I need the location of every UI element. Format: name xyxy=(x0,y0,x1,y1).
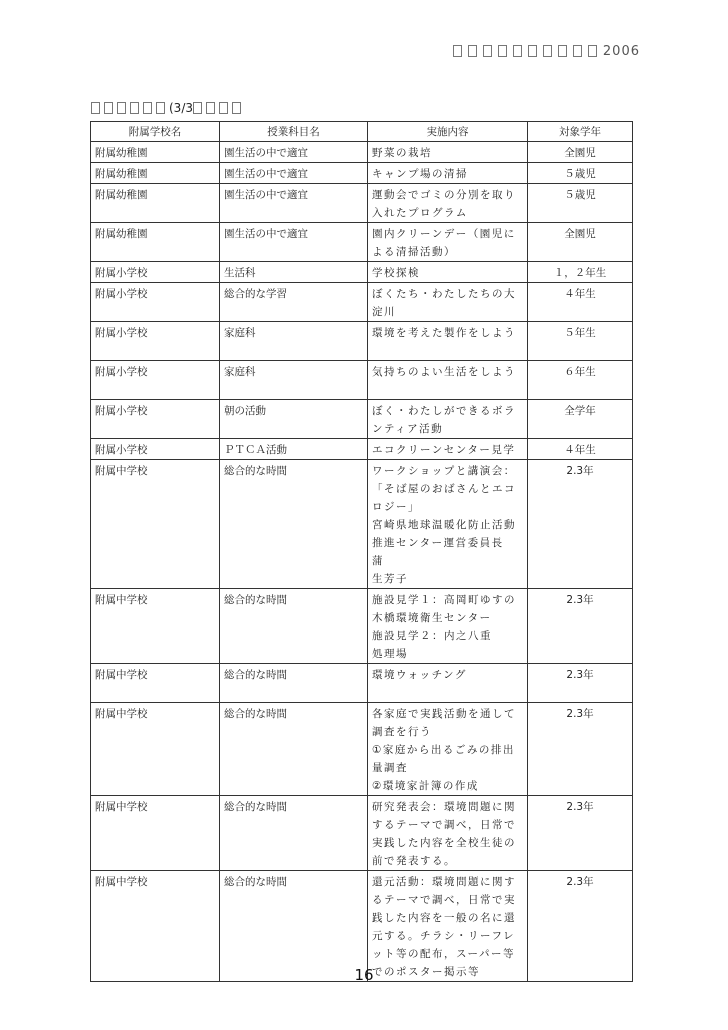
content-line: するテーマで調べ，日常で xyxy=(372,819,516,831)
cell-subject: 総合的な時間 xyxy=(220,460,368,589)
cell-grade: 2.3年 xyxy=(528,703,633,796)
content-line: 量調査 xyxy=(372,762,408,774)
cell-school: 附属中学校 xyxy=(91,703,220,796)
cell-content xyxy=(368,664,528,703)
cell-subject: 総合的な時間 xyxy=(220,703,368,796)
cell-content xyxy=(368,361,528,400)
placeholder-glyphs xyxy=(91,101,169,115)
table-row xyxy=(91,283,633,322)
content-line: 生芳子 xyxy=(372,573,408,585)
cell-grade: 全園児 xyxy=(528,142,633,163)
placeholder-box-icon xyxy=(453,45,462,57)
content-line: 調査を行う xyxy=(372,726,432,738)
cell-content xyxy=(368,322,528,361)
cell-school: 附属中学校 xyxy=(91,796,220,871)
cell-grade: 2.3年 xyxy=(528,664,633,703)
content-line: るテーマで調べ，日常で実 xyxy=(372,894,516,906)
cell-school: 附属小学校 xyxy=(91,283,220,322)
content-line: ①家庭から出るごみの排出 xyxy=(372,744,515,756)
placeholder-box-icon xyxy=(588,45,597,57)
content-line: 環境ウォッチング xyxy=(372,669,467,681)
cell-subject: 総合的な時間 xyxy=(220,871,368,982)
content-line: ぼく・わたしができるボラ xyxy=(372,405,516,417)
cell-subject: 家庭科 xyxy=(220,361,368,400)
column-header-school: 附属学校名 xyxy=(91,122,220,142)
cell-content xyxy=(368,184,528,223)
content-line: 実践した内容を全校生徒の xyxy=(372,837,516,849)
table-row xyxy=(91,262,633,283)
placeholder-box-icon xyxy=(498,45,507,57)
placeholder-box-icon xyxy=(130,102,139,114)
column-header-grade: 対象学年 xyxy=(528,122,633,142)
placeholder-box-icon xyxy=(232,102,241,114)
content-line: 入れたプログラム xyxy=(372,207,468,219)
table-row xyxy=(91,664,633,703)
content-line: 木橋環境衛生センター xyxy=(372,612,492,624)
column-header-content: 実施内容 xyxy=(368,122,528,142)
content-line: 還元活動：環境問題に関す xyxy=(372,876,516,888)
content-line: 気持ちのよい生活をしよう xyxy=(372,366,516,378)
table-row xyxy=(91,184,633,223)
cell-grade: 2.3年 xyxy=(528,796,633,871)
cell-school: 附属中学校 xyxy=(91,871,220,982)
content-line: ②環境家計簿の作成 xyxy=(372,780,479,792)
content-line: でのポスター掲示等 xyxy=(372,966,480,978)
placeholder-box-icon xyxy=(104,102,113,114)
cell-content xyxy=(368,400,528,439)
cell-school: 附属小学校 xyxy=(91,361,220,400)
cell-grade: ４年生 xyxy=(528,439,633,460)
cell-grade: １，２年生 xyxy=(528,262,633,283)
placeholder-box-icon xyxy=(528,45,537,57)
cell-content xyxy=(368,703,528,796)
activity-table xyxy=(90,121,633,982)
cell-grade: 2.3年 xyxy=(528,589,633,664)
placeholder-box-icon xyxy=(468,45,477,57)
placeholder-box-icon xyxy=(91,102,100,114)
table-row xyxy=(91,589,633,664)
placeholder-box-icon xyxy=(206,102,215,114)
cell-grade: 全学年 xyxy=(528,400,633,439)
content-line: 野菜の栽培 xyxy=(372,147,432,159)
cell-school: 附属中学校 xyxy=(91,460,220,589)
cell-content xyxy=(368,283,528,322)
cell-subject: 総合的な時間 xyxy=(220,589,368,664)
placeholder-box-icon xyxy=(573,45,582,57)
table-row xyxy=(91,400,633,439)
table-row xyxy=(91,142,633,163)
cell-subject: 園生活の中で適宜 xyxy=(220,163,368,184)
cell-school: 附属幼稚園 xyxy=(91,142,220,163)
table-row xyxy=(91,322,633,361)
table-header-row xyxy=(91,122,633,142)
table-body xyxy=(91,142,633,982)
content-line xyxy=(372,342,523,360)
cell-grade: 2.3年 xyxy=(528,460,633,589)
column-header-subject: 授業科目名 xyxy=(220,122,368,142)
cell-grade: 全園児 xyxy=(528,223,633,262)
cell-subject: 園生活の中で適宜 xyxy=(220,184,368,223)
content-line xyxy=(372,381,523,399)
content-line: 環境を考えた製作をしよう xyxy=(372,327,516,339)
cell-school: 附属幼稚園 xyxy=(91,223,220,262)
cell-grade: 2.3年 xyxy=(528,871,633,982)
cell-school: 附属小学校 xyxy=(91,400,220,439)
content-line: 園内クリーンデー（園児に xyxy=(372,228,516,240)
placeholder-box-icon xyxy=(143,102,152,114)
table-row xyxy=(91,223,633,262)
running-header xyxy=(453,44,640,59)
cell-content xyxy=(368,142,528,163)
content-line: よる清掃活動） xyxy=(372,246,456,258)
placeholder-box-icon xyxy=(543,45,552,57)
cell-content xyxy=(368,163,528,184)
content-line: 施設見学１：高岡町ゆすの xyxy=(372,594,516,606)
table-row xyxy=(91,361,633,400)
cell-school: 附属小学校 xyxy=(91,262,220,283)
cell-subject: 総合的な時間 xyxy=(220,664,368,703)
cell-subject: 朝の活動 xyxy=(220,400,368,439)
content-line: 宮崎県地球温暖化防止活動 xyxy=(372,519,516,531)
table-row xyxy=(91,460,633,589)
cell-content xyxy=(368,589,528,664)
placeholder-glyphs xyxy=(193,101,245,115)
cell-school: 附属幼稚園 xyxy=(91,163,220,184)
header-year: 2006 xyxy=(602,44,640,59)
cell-school: 附属小学校 xyxy=(91,322,220,361)
cell-subject: 園生活の中で適宜 xyxy=(220,223,368,262)
content-line: ンティア活動 xyxy=(372,423,444,435)
placeholder-box-icon xyxy=(558,45,567,57)
cell-content xyxy=(368,871,528,982)
cell-subject: 総合的な学習 xyxy=(220,283,368,322)
cell-subject: 家庭科 xyxy=(220,322,368,361)
cell-grade: ５歳児 xyxy=(528,163,633,184)
content-line: 処理場 xyxy=(372,648,408,660)
content-line: ワークショップと講演会： xyxy=(372,465,516,477)
cell-content xyxy=(368,796,528,871)
content-line: エコクリーンセンター見学 xyxy=(372,444,516,456)
cell-content xyxy=(368,223,528,262)
placeholder-box-icon xyxy=(513,45,522,57)
placeholder-box-icon xyxy=(193,102,202,114)
content-line: 施設見学２：内之八重 xyxy=(372,630,492,642)
content-line: 学校探検 xyxy=(372,267,420,279)
table-row xyxy=(91,163,633,184)
page-number: 16 xyxy=(354,966,374,984)
placeholder-glyphs xyxy=(453,44,603,59)
table-row xyxy=(91,703,633,796)
content-line: 研究発表会：環境問題に関 xyxy=(372,801,516,813)
cell-subject: ＰＴＣＡ活動 xyxy=(220,439,368,460)
content-line: ぼくたち・わたしたちの大 xyxy=(372,288,516,300)
cell-school: 附属中学校 xyxy=(91,664,220,703)
cell-content xyxy=(368,262,528,283)
cell-grade: ４年生 xyxy=(528,283,633,322)
content-line: 元する。チラシ・リーフレ xyxy=(372,930,516,942)
cell-school: 附属中学校 xyxy=(91,589,220,664)
placeholder-box-icon xyxy=(156,102,165,114)
content-line: 推進センター運営委員長 蒲 xyxy=(372,537,516,567)
content-line: 「そば屋のおばさんとエコ xyxy=(372,483,516,495)
table-row xyxy=(91,439,633,460)
placeholder-box-icon xyxy=(117,102,126,114)
placeholder-box-icon xyxy=(219,102,228,114)
content-line xyxy=(372,684,523,702)
cell-grade: ５歳児 xyxy=(528,184,633,223)
content-line: 前で発表する。 xyxy=(372,855,456,867)
section-label xyxy=(91,101,245,115)
cell-school: 附属小学校 xyxy=(91,439,220,460)
content-line: 践した内容を一般の名に還 xyxy=(372,912,516,924)
content-line: ット等の配布，スーパー等 xyxy=(372,948,515,960)
cell-content xyxy=(368,460,528,589)
cell-subject: 総合的な時間 xyxy=(220,796,368,871)
content-line: ロジー」 xyxy=(372,501,420,513)
cell-content xyxy=(368,439,528,460)
cell-school: 附属幼稚園 xyxy=(91,184,220,223)
cell-subject: 園生活の中で適宜 xyxy=(220,142,368,163)
table-row xyxy=(91,796,633,871)
table-row xyxy=(91,871,633,982)
placeholder-box-icon xyxy=(483,45,492,57)
cell-grade: ６年生 xyxy=(528,361,633,400)
content-line: 淀川 xyxy=(372,306,396,318)
content-line: 運動会でゴミの分別を取り xyxy=(372,189,516,201)
content-line: キャンプ場の清掃 xyxy=(372,168,468,180)
section-label-text: (3/3 xyxy=(169,101,193,115)
cell-subject: 生活科 xyxy=(220,262,368,283)
content-line: 各家庭で実践活動を通して xyxy=(372,708,516,720)
cell-grade: ５年生 xyxy=(528,322,633,361)
